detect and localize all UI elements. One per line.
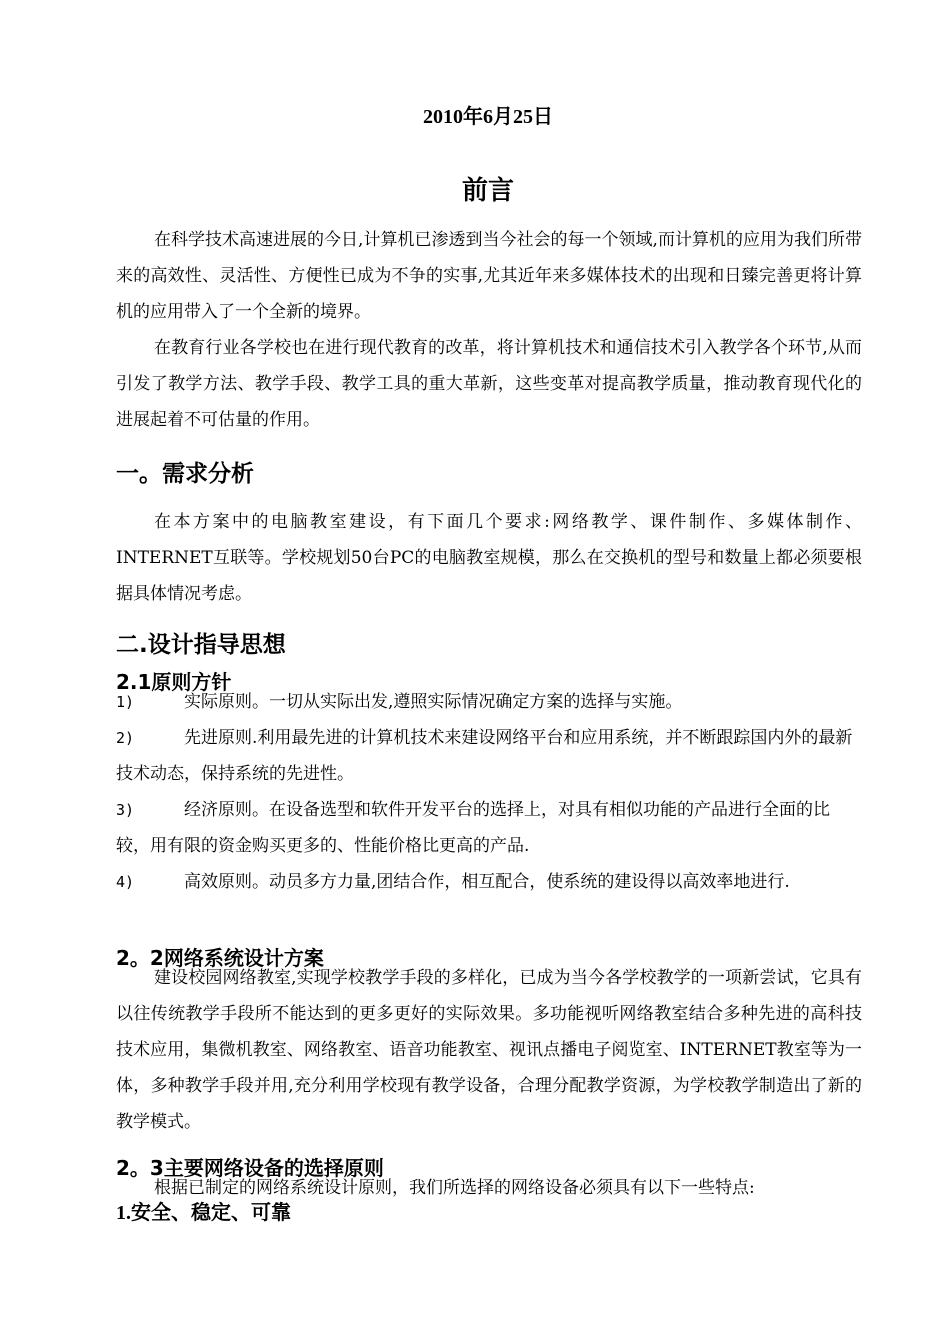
subsection-heading-device-selection: 2。3主要网络设备的选择原则 bbox=[116, 1156, 384, 1180]
device-selection-paragraph: 根据已制定的网络系统设计原则，我们所选择的网络设备必须具有以下一些特点: bbox=[154, 1178, 755, 1198]
item-text: 实际原则。一切从实际出发,遵照实际情况确定方案的选择与实施。 bbox=[184, 692, 683, 712]
principle-item-4 bbox=[116, 864, 862, 900]
principle-item-2 bbox=[116, 720, 862, 792]
item-number: 3) bbox=[116, 801, 135, 819]
intro-paragraph-1: 在科学技术高速进展的今日,计算机已渗透到当今社会的每一个领域,而计算机的应用为我们所带来的高效性、灵活性、方便性已成为不争的实事,尤其近年来多媒体技术的出现和日臻完善更将计算机的应用带入了一个全新的境界。 bbox=[116, 230, 862, 322]
section-heading-design: 二.设计指导思想 bbox=[116, 632, 286, 658]
section-heading-requirements: 一。需求分析 bbox=[116, 461, 254, 487]
item-text: 经济原则。在设备选型和软件开发平台的选择上，对具有相似功能的产品进行全面的比较，用有限的资金购买更多的、性能价格比更高的产品. bbox=[116, 800, 830, 856]
item-text: 先进原则.利用最先进的计算机技术来建设网络平台和应用系统，并不断跟踪国内外的最新技术动态，保持系统的先进性。 bbox=[116, 728, 853, 784]
item-text: 高效原则。动员多方力量,团结合作，相互配合，使系统的建设得以高效率地进行. bbox=[184, 872, 790, 892]
item-number: 2) bbox=[116, 729, 135, 747]
network-design-paragraph: 建设校园网络教室,实现学校教学手段的多样化，已成为当今各学校教学的一项新尝试，它具有以往传统教学手段所不能达到的更多更好的实际效果。多功能视听网络教室结合多种先进的高科技技术应用，集微机教室、网络教室、语音功能教室、视讯点播电子阅览室、INTERNET教室等为一体，多种教学手段并用,充分利用学校现有教学设备，合理分配教学资源，为学校教学制造出了新的教学模式。 bbox=[116, 968, 862, 1132]
intro-paragraph-2: 在教育行业各学校也在进行现代教育的改革，将计算机技术和通信技术引入教学各个环节,从而引发了教学方法、教学手段、教学工具的重大革新，这些变革对提高教学质量，推动教育现代化的进展起着不可估量的作用。 bbox=[116, 338, 862, 430]
subsection-heading-principles: 2.1原则方针 bbox=[116, 670, 232, 694]
requirements-paragraph: 在本方案中的电脑教室建设，有下面几个要求:网络教学、课件制作、多媒体制作、INTERNET互联等。学校规划50台PC的电脑教室规模，那么在交换机的型号和数量上都必须要根据具体情况考虑。 bbox=[116, 512, 862, 604]
principle-item-1 bbox=[116, 684, 862, 720]
subsection-heading-network-design: 2。2网络系统设计方案 bbox=[116, 946, 324, 970]
document-date: 2010年6月25日 bbox=[423, 106, 553, 128]
item-number: 4) bbox=[116, 873, 135, 891]
preface-title: 前言 bbox=[461, 176, 514, 206]
item-number: 1) bbox=[116, 693, 135, 711]
point-heading-security: 1.安全、稳定、可靠 bbox=[116, 1202, 291, 1224]
principle-item-3 bbox=[116, 792, 862, 864]
